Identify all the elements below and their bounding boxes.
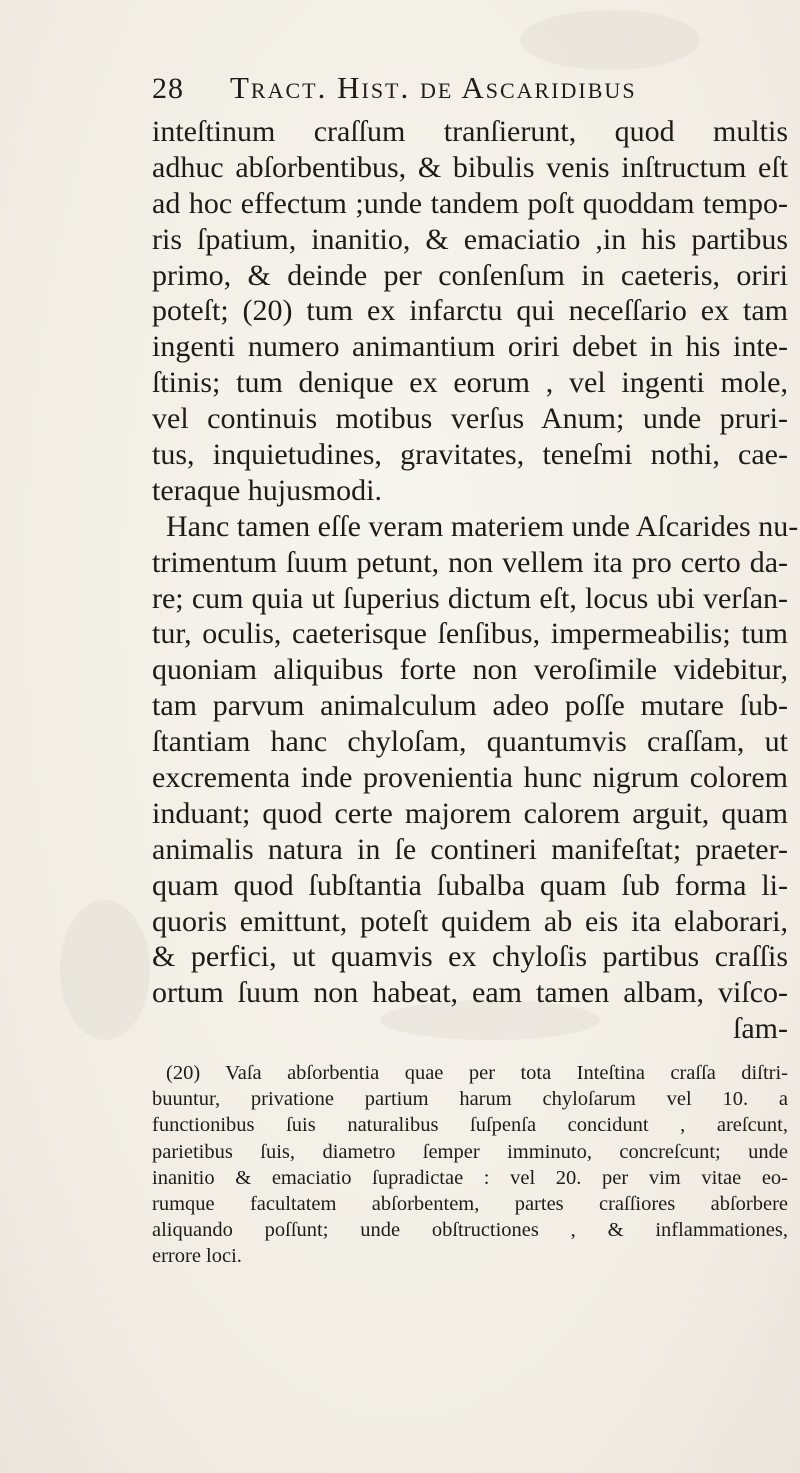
footnote — [152, 1060, 788, 1270]
text-line: ſtinis; tum denique ex eorum , vel ingenti mole, — [152, 366, 788, 400]
text-line: ſtantiam hanc chyloſam, quantumvis craſſam, ut — [152, 725, 788, 759]
text-line: re; cum quia ut ſuperius dictum eſt, locus ubi verſan- — [152, 581, 788, 615]
text-line: quam quod ſubſtantia ſubalba quam ſub forma li- — [152, 868, 788, 902]
text-line: tur, oculis, caeterisque ſenſibus, impermeabilis; tum — [152, 617, 788, 651]
text-line: quoris emittunt, poteſt quidem ab eis ita elaborari, — [152, 904, 788, 938]
footnote-line: buuntur, privatione partium harum chyloſarum vel 10. a — [152, 1088, 788, 1111]
page-number: 28 — [152, 72, 184, 105]
text-line: ris ſpatium, inanitio, & emaciatio ,in his partibus — [152, 222, 788, 256]
running-title: Tract. Hist. de Ascaridibus — [230, 70, 637, 105]
text-line: primo, & deinde per conſenſum in caeteris, oriri — [152, 258, 788, 292]
text-line: induant; quod certe majorem calorem arguit, quam — [152, 796, 788, 830]
catchword: ſam- — [733, 1012, 788, 1046]
text-line: poteſt; (20) tum ex infarctu qui neceſſario ex tam — [152, 294, 788, 328]
footnote-line: functionibus ſuis naturalibus ſuſpenſa concidunt , areſcunt, — [152, 1114, 788, 1137]
footnote-line: parietibus ſuis, diametro ſemper imminuto, concreſcunt; unde — [152, 1140, 788, 1163]
text-line: trimentum ſuum petunt, non vellem ita pro certo da- — [152, 545, 788, 579]
text-line: tam parvum animalculum adeo poſſe mutare ſub- — [152, 689, 788, 723]
text-line: ad hoc effectum ;unde tandem poſt quoddam tempo- — [152, 186, 788, 220]
text-line: animalis natura in ſe contineri manifeſtat; praeter- — [152, 832, 788, 866]
text-line: ortum ſuum non habeat, eam tamen albam, viſco- — [152, 976, 788, 1010]
text-line: teraque hujusmodi. — [152, 473, 382, 507]
footnote-line: rumque facultatem abſorbentem, partes craſſiores abſorbere — [152, 1192, 788, 1215]
text-line: ingenti numero animantium oriri debet in his inte- — [152, 330, 788, 364]
paper-stain — [520, 10, 700, 70]
page-header — [152, 68, 692, 112]
text-line: quoniam aliquibus forte non veroſimile videbitur, — [152, 653, 788, 687]
text-line: excrementa inde provenientia hunc nigrum colorem — [152, 761, 788, 795]
footnote-line: errore loci. — [152, 1245, 242, 1268]
paper-stain — [60, 900, 150, 1040]
main-text — [152, 114, 799, 1047]
text-line: & perfici, ut quamvis ex chyloſis partibus craſſis — [152, 940, 788, 974]
footnote-line: inanitio & emaciatio ſupradictae : vel 20. per vim vitae eo- — [152, 1166, 788, 1189]
text-line: vel continuis motibus verſus Anum; unde pruri- — [152, 402, 788, 436]
text-line: tus, inquietudines, gravitates, teneſmi nothi, cae- — [152, 438, 788, 472]
text-line: adhuc abſorbentibus, & bibulis venis inſtructum eſt — [152, 150, 788, 184]
footnote-line: (20) Vaſa abſorbentia quae per tota Inteſtina craſſa diſtri- — [166, 1062, 788, 1084]
text-line: Hanc tamen eſſe veram materiem unde Aſcarides nu- — [166, 509, 799, 543]
text-line: inteſtinum craſſum tranſierunt, quod multis — [152, 115, 788, 148]
footnote-line: aliquando poſſunt; unde obſtructiones , & inflammationes, — [152, 1219, 788, 1242]
